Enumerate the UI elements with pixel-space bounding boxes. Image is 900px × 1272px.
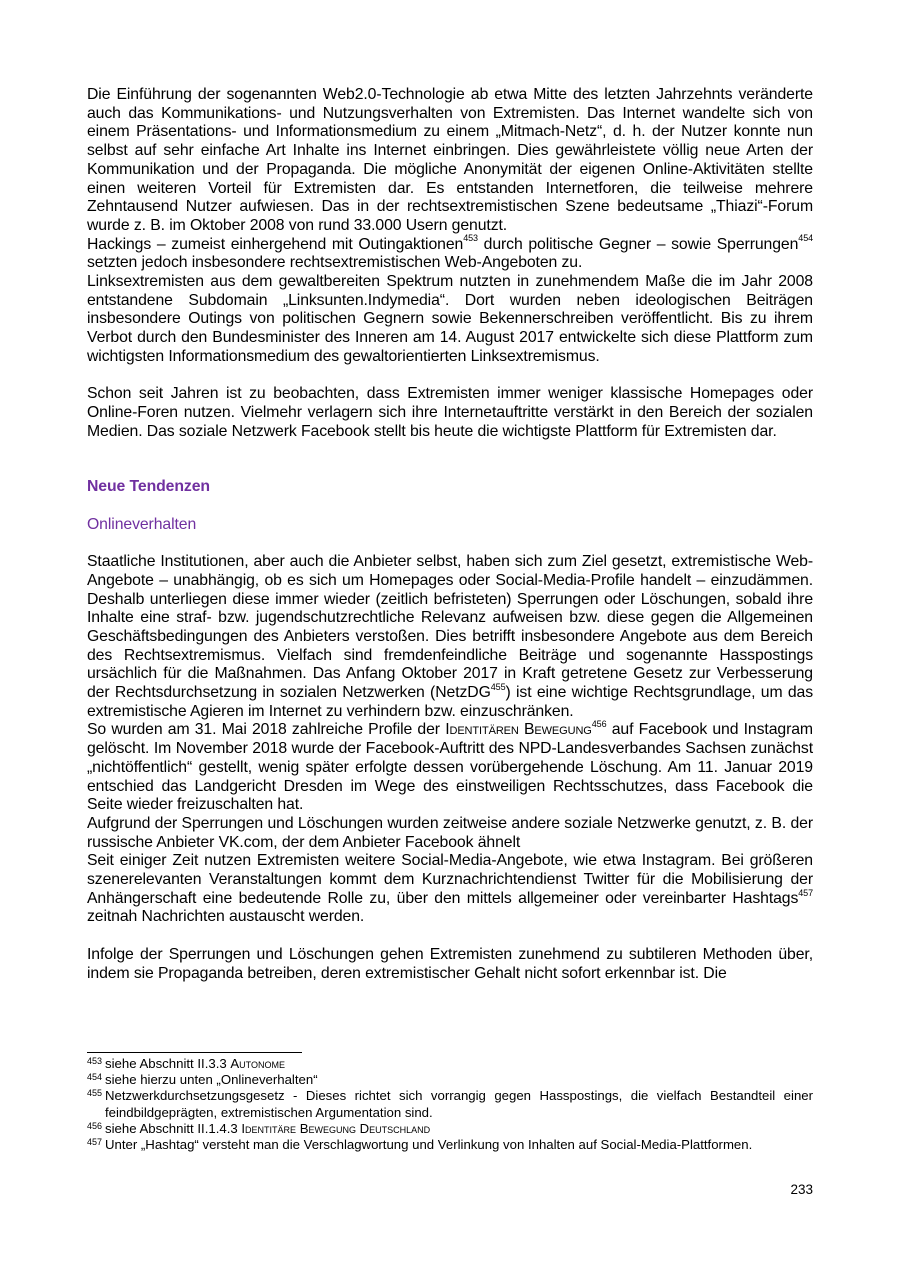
footnote-text: siehe Abschnitt II.1.4.3: [105, 1120, 242, 1136]
footnote-text: Unter „Hashtag“ versteht man die Verschlagwortung und Verlinkung von Inhalten auf Social-Media-Plattformen.: [105, 1137, 753, 1153]
paragraph-gap: [87, 534, 813, 553]
section-heading: Neue Tendenzen: [87, 478, 210, 496]
text-run: So wurden am 31. Mai 2018 zahlreiche Profile der: [87, 721, 446, 739]
paragraph: [87, 233, 814, 273]
text-run: setzten jedoch insbesondere rechtsextremistischen Web-Angeboten zu.: [87, 254, 583, 272]
text-run: zeitnah Nachrichten austauscht werden.: [87, 908, 365, 926]
paragraph: [87, 721, 813, 815]
paragraph-gap: [87, 497, 813, 516]
footnote-number: 453: [87, 1056, 103, 1066]
footnote: [87, 1137, 813, 1153]
footnote: [87, 1121, 813, 1137]
text-run: auf Facebook und Instagram gelöscht. Im November 2018 wurde der Facebook-Auftritt des NPD-Landesverbandes Sachsen zunächst „nichtöffentlich“ gestellt, wenig später erfolgte dessen vorübergehende Löschung. Am 11. Januar 2019 entschied das Landgericht Dresden im Wege des einstweiligen Rechtsschutzes, dass Facebook die Seite wieder freizuschalten hat.: [87, 721, 813, 814]
footnote-number: 455: [87, 1088, 103, 1099]
paragraph: Schon seit Jahren ist zu beobachten, dass Extremisten immer weniger klassische Homepages oder Online-Foren nutzen. Vielmehr verlagern sich ihre Internetauftritte verstärkt in den Bereich der sozialen Medien. Das soziale Netzwerk Facebook stellt bis heute die wichtigste Plattform für Extremisten dar.: [87, 385, 813, 440]
footnotes: [87, 1056, 813, 1153]
text-run: Staatliche Institutionen, aber auch die Anbieter selbst, haben sich zum Ziel gesetzt, extremistische Web-Angebote – unabhängig, ob es sich um Homepages oder Social-Media-Profile handelt – einzudämmen. Deshalb unterliegen diese immer wieder (zeitlich befristeten) Sperrungen oder Löschungen, sobald ihre Inhalte eine straf- bzw. jugendschutzrechtliche Relevanz aufweisen bzw. diese gegen die Allgemeinen Geschäftsbedingungen des Anbieters verstoßen. Dies betrifft insbesondere Angebote aus dem Bereich des Rechtsextremismus. Vielfach sind fremdenfeindliche Beiträge und sogenannte Hasspostings ursächlich für die Maßnahmen. Das Anfang Oktober 2017 in Kraft getretene Gesetz zur Verbesserung der Rechtsdurchsetzung in sozialen Netzwerken (NetzDG: [87, 553, 813, 702]
footnote: [87, 1072, 813, 1088]
footnote-ref[interactable]: 455: [490, 681, 506, 692]
organization-name: Identitären Bewegung: [445, 721, 592, 739]
paragraph-gap: [87, 367, 813, 386]
text-run: ) ist eine wichtige Rechtsgrundlage, um das extremistische Agieren im Internet zu verhindern bzw. einzuschränken.: [87, 684, 814, 720]
footnote-ref[interactable]: 453: [463, 233, 478, 244]
paragraph: Linksextremisten aus dem gewaltbereiten Spektrum nutzten in zunehmendem Maße die im Jahr 2008 entstandene Subdomain „Linksunten.Indymedia“. Dort wurden neben ideologischen Beiträgen insbesondere Outings von politischen Gegnern sowie Bekennerschreiben veröffentlicht. Bis zu ihrem Verbot durch den Bundesminister des Inneren am 14. August 2017 entwickelte sich diese Plattform zum wichtigsten Informationsmedium des gewaltorientierten Linksextremismus.: [87, 273, 813, 365]
footnote-divider: [87, 1052, 302, 1053]
text-run: Hackings – zumeist einhergehend mit Outingaktionen: [87, 235, 464, 253]
footnote-number: 456: [87, 1120, 103, 1131]
footnote: [87, 1056, 813, 1072]
text-run: durch politische Gegner – sowie Sperrungen: [477, 235, 799, 253]
body-text: [87, 86, 813, 983]
footnote-text: siehe Abschnitt II.3.3: [105, 1056, 231, 1071]
footnote-text: siehe hierzu unten „Onlineverhalten“: [105, 1072, 318, 1088]
paragraph: Infolge der Sperrungen und Löschungen gehen Extremisten zunehmend zu subtileren Methoden über, indem sie Propaganda betreiben, deren extremistischer Gehalt nicht sofort erkennbar ist. Die: [87, 945, 813, 982]
paragraph: Aufgrund der Sperrungen und Löschungen wurden zeitweise andere soziale Netzwerke genutzt, z. B. der russische Anbieter VK.com, der dem Anbieter Facebook ähnelt: [87, 814, 813, 851]
paragraph-gap: [87, 927, 813, 946]
page-number: 233: [790, 1182, 813, 1197]
text-run: Seit einiger Zeit nutzen Extremisten weitere Social-Media-Angebote, wie etwa Instagram. Bei größeren szenerelevanten Veranstaltungen kommt dem Kurznachrichtendienst Twitter für die Mobilisierung der Anhängerschaft eine bedeutende Rolle zu, über den mittels allgemeiner oder vereinbarter Hashtags: [87, 852, 813, 907]
paragraph: [87, 852, 813, 927]
paragraph: [87, 553, 813, 721]
footnote-text: Netzwerkdurchsetzungsgesetz - Dieses richtet sich vorrangig gegen Hasspostings, die vielfach Bestandteil einer feindbildgeprägten, extremistischen Argumentation sind.: [105, 1088, 813, 1120]
footnote-number: 454: [87, 1072, 103, 1083]
footnote: [87, 1088, 813, 1120]
footnote-smallcaps: Identitäre Bewegung Deutschland: [241, 1120, 431, 1136]
subsection-heading: Onlineverhalten: [87, 515, 197, 533]
footnote-ref[interactable]: 457: [798, 887, 813, 898]
footnote-smallcaps: Autonome: [230, 1056, 285, 1071]
footnote-ref[interactable]: 454: [798, 233, 814, 244]
paragraph: Die Einführung der sogenannten Web2.0-Technologie ab etwa Mitte des letzten Jahrzehnts veränderte auch das Kommunikations- und Nutzungsverhalten von Extremisten. Das Internet wandelte sich von einem Präsentations- und Informationsmedium zu einem „Mitmach-Netz“, d. h. der Nutzer konnte nun selbst auf sehr einfache Art Inhalte ins Internet einbringen. Dies gewährleistete völlig neue Arten der Kommunikation und der Propaganda. Die mögliche Anonymität der eigenen Online-Aktivitäten stellte einen weiteren Vorteil für Extremisten dar. Es entstanden Internetforen, die teilweise mehrere Zehntausend Nutzer aufwiesen. Das in der rechtsextremistischen Szene bedeutsame „Thiazi“-Forum wurde z. B. im Oktober 2008 von rund 33.000 Usern genutzt.: [87, 86, 813, 234]
footnote-ref[interactable]: 456: [591, 719, 607, 730]
footnote-number: 457: [87, 1137, 103, 1148]
section-gap: [87, 441, 813, 478]
